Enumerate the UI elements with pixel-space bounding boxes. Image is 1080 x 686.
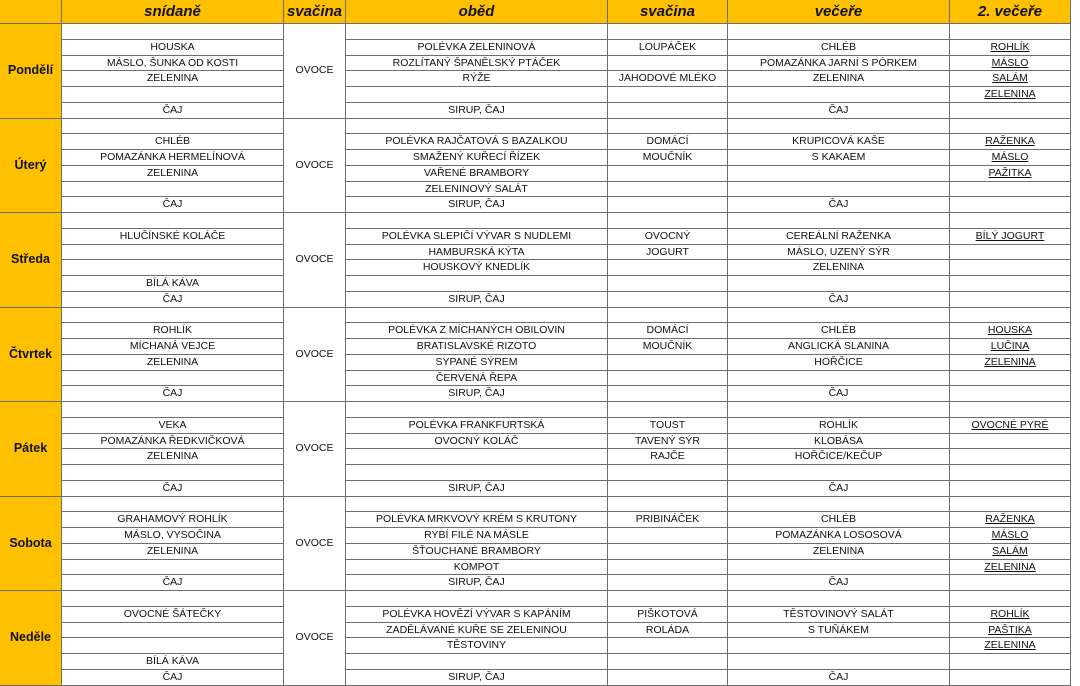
lunch-cell: [346, 402, 608, 418]
dinner-cell: [728, 591, 950, 607]
lunch-cell: [346, 654, 608, 670]
lunch-cell: OVOCNÝ KOLÁČ: [346, 434, 608, 450]
lunch-cell: KOMPOT: [346, 560, 608, 576]
lunch-cell: ČERVENÁ ŘEPA: [346, 371, 608, 387]
dinner-cell: [728, 166, 950, 182]
second-dinner-cell: [950, 371, 1071, 387]
breakfast-cell: ROHLÍK: [62, 323, 284, 339]
dinner-cell: CHLÉB: [728, 40, 950, 56]
dinner-cell: ČAJ: [728, 386, 950, 402]
breakfast-cell: [62, 119, 284, 135]
dinner-cell: POMAZÁNKA JARNÍ S PÓRKEM: [728, 56, 950, 72]
second-dinner-cell: LUČINA: [950, 339, 1071, 355]
day-label: Sobota: [0, 497, 62, 592]
dinner-cell: ČAJ: [728, 670, 950, 686]
second-dinner-cell: MÁSLO: [950, 56, 1071, 72]
breakfast-cell: BÍLÁ KÁVA: [62, 654, 284, 670]
morning-snack-cell: OVOCE: [284, 402, 346, 497]
day-label: Neděle: [0, 591, 62, 686]
breakfast-cell: POMAZÁNKA ŘEDKVIČKOVÁ: [62, 434, 284, 450]
lunch-cell: RÝŽE: [346, 71, 608, 87]
breakfast-cell: VEKA: [62, 418, 284, 434]
breakfast-cell: [62, 245, 284, 261]
second-dinner-cell: ZELENINA: [950, 87, 1071, 103]
breakfast-cell: ČAJ: [62, 197, 284, 213]
afternoon-snack-cell: [608, 213, 728, 229]
afternoon-snack-cell: [608, 528, 728, 544]
second-dinner-cell: [950, 386, 1071, 402]
column-header-snidane: snídaně: [62, 0, 284, 24]
breakfast-cell: ZELENINA: [62, 449, 284, 465]
second-dinner-cell: [950, 213, 1071, 229]
lunch-cell: POLÉVKA FRANKFURTSKÁ: [346, 418, 608, 434]
dinner-cell: CEREÁLNÍ RAŽENKA: [728, 229, 950, 245]
breakfast-cell: ZELENINA: [62, 355, 284, 371]
lunch-cell: RYBÍ FILÉ NA MÁSLE: [346, 528, 608, 544]
dinner-cell: HOŘČICE/KEČUP: [728, 449, 950, 465]
afternoon-snack-cell: [608, 87, 728, 103]
afternoon-snack-cell: [608, 24, 728, 40]
second-dinner-cell: [950, 260, 1071, 276]
lunch-cell: SIRUP, ČAJ: [346, 386, 608, 402]
second-dinner-cell: OVOCNÉ PYRÉ: [950, 418, 1071, 434]
afternoon-snack-cell: PIŠKOTOVÁ: [608, 607, 728, 623]
second-dinner-cell: [950, 197, 1071, 213]
breakfast-cell: MÍCHANÁ VEJCE: [62, 339, 284, 355]
second-dinner-cell: [950, 103, 1071, 119]
breakfast-cell: [62, 213, 284, 229]
dinner-cell: [728, 87, 950, 103]
morning-snack-cell: OVOCE: [284, 119, 346, 214]
dinner-cell: [728, 465, 950, 481]
second-dinner-cell: [950, 292, 1071, 308]
lunch-cell: [346, 24, 608, 40]
lunch-cell: [346, 449, 608, 465]
breakfast-cell: HOUSKA: [62, 40, 284, 56]
column-header-vecere: večeře: [728, 0, 950, 24]
breakfast-cell: POMAZÁNKA HERMELÍNOVÁ: [62, 150, 284, 166]
breakfast-cell: ČAJ: [62, 103, 284, 119]
lunch-cell: [346, 591, 608, 607]
column-header-corner: [0, 0, 62, 24]
breakfast-cell: OVOCNÉ ŠÁTEČKY: [62, 607, 284, 623]
dinner-cell: ČAJ: [728, 103, 950, 119]
second-dinner-cell: [950, 119, 1071, 135]
lunch-cell: TĚSTOVINY: [346, 638, 608, 654]
breakfast-cell: [62, 402, 284, 418]
morning-snack-cell: OVOCE: [284, 591, 346, 686]
dinner-cell: MÁSLO, UZENÝ SÝR: [728, 245, 950, 261]
afternoon-snack-cell: [608, 670, 728, 686]
dinner-cell: ANGLICKÁ SLANINA: [728, 339, 950, 355]
second-dinner-cell: BÍLÝ JOGURT: [950, 229, 1071, 245]
lunch-cell: [346, 119, 608, 135]
dinner-cell: [728, 638, 950, 654]
afternoon-snack-cell: JAHODOVÉ MLÉKO: [608, 71, 728, 87]
lunch-cell: BRATISLAVSKÉ RIZOTO: [346, 339, 608, 355]
afternoon-snack-cell: [608, 465, 728, 481]
second-dinner-cell: PAŽITKA: [950, 166, 1071, 182]
afternoon-snack-cell: [608, 308, 728, 324]
second-dinner-cell: RAŽENKA: [950, 134, 1071, 150]
lunch-cell: SIRUP, ČAJ: [346, 292, 608, 308]
afternoon-snack-cell: [608, 260, 728, 276]
column-header-svacina2: svačina: [608, 0, 728, 24]
dinner-cell: [728, 402, 950, 418]
breakfast-cell: [62, 24, 284, 40]
lunch-cell: ŠŤOUCHANÉ BRAMBORY: [346, 544, 608, 560]
afternoon-snack-cell: [608, 166, 728, 182]
afternoon-snack-cell: TOUST: [608, 418, 728, 434]
afternoon-snack-cell: MOUČNÍK: [608, 150, 728, 166]
lunch-cell: SIRUP, ČAJ: [346, 575, 608, 591]
second-dinner-cell: [950, 465, 1071, 481]
afternoon-snack-cell: [608, 591, 728, 607]
breakfast-cell: [62, 260, 284, 276]
dinner-cell: [728, 560, 950, 576]
breakfast-cell: MÁSLO, ŠUNKA OD KOSTI: [62, 56, 284, 72]
afternoon-snack-cell: [608, 654, 728, 670]
dinner-cell: KLOBÁSA: [728, 434, 950, 450]
breakfast-cell: [62, 560, 284, 576]
dinner-cell: [728, 213, 950, 229]
second-dinner-cell: [950, 245, 1071, 261]
breakfast-cell: [62, 465, 284, 481]
afternoon-snack-cell: [608, 56, 728, 72]
dinner-cell: [728, 308, 950, 324]
lunch-cell: [346, 213, 608, 229]
breakfast-cell: [62, 497, 284, 513]
lunch-cell: [346, 308, 608, 324]
lunch-cell: [346, 497, 608, 513]
afternoon-snack-cell: [608, 386, 728, 402]
dinner-cell: [728, 371, 950, 387]
second-dinner-cell: RAŽENKA: [950, 512, 1071, 528]
dinner-cell: S TUŇÁKEM: [728, 623, 950, 639]
day-label: Čtvrtek: [0, 308, 62, 403]
afternoon-snack-cell: [608, 481, 728, 497]
morning-snack-cell: OVOCE: [284, 308, 346, 403]
second-dinner-cell: ROHLÍK: [950, 40, 1071, 56]
second-dinner-cell: [950, 654, 1071, 670]
second-dinner-cell: ZELENINA: [950, 560, 1071, 576]
lunch-cell: [346, 87, 608, 103]
lunch-cell: POLÉVKA SLEPIČÍ VÝVAR S NUDLEMI: [346, 229, 608, 245]
lunch-cell: POLÉVKA Z MÍCHANÝCH OBILOVIN: [346, 323, 608, 339]
afternoon-snack-cell: [608, 103, 728, 119]
afternoon-snack-cell: [608, 276, 728, 292]
second-dinner-cell: PAŠTIKA: [950, 623, 1071, 639]
afternoon-snack-cell: [608, 575, 728, 591]
dinner-cell: ČAJ: [728, 481, 950, 497]
breakfast-cell: BÍLÁ KÁVA: [62, 276, 284, 292]
breakfast-cell: ZELENINA: [62, 166, 284, 182]
breakfast-cell: [62, 638, 284, 654]
afternoon-snack-cell: OVOCNÝ: [608, 229, 728, 245]
lunch-cell: VAŘENÉ BRAMBORY: [346, 166, 608, 182]
lunch-cell: ZELENINOVÝ SALÁT: [346, 182, 608, 198]
breakfast-cell: ČAJ: [62, 575, 284, 591]
dinner-cell: [728, 182, 950, 198]
breakfast-cell: [62, 591, 284, 607]
afternoon-snack-cell: [608, 638, 728, 654]
day-label: Pátek: [0, 402, 62, 497]
afternoon-snack-cell: [608, 402, 728, 418]
dinner-cell: ČAJ: [728, 292, 950, 308]
lunch-cell: POLÉVKA MRKVOVÝ KRÉM S KRUTONY: [346, 512, 608, 528]
afternoon-snack-cell: [608, 497, 728, 513]
lunch-cell: SYPANÉ SÝREM: [346, 355, 608, 371]
lunch-cell: HOUSKOVÝ KNEDLÍK: [346, 260, 608, 276]
second-dinner-cell: [950, 434, 1071, 450]
day-label: Středa: [0, 213, 62, 308]
afternoon-snack-cell: PRIBINÁČEK: [608, 512, 728, 528]
morning-snack-cell: OVOCE: [284, 497, 346, 592]
breakfast-cell: GRAHAMOVÝ ROHLÍK: [62, 512, 284, 528]
column-header-svacina1: svačina: [284, 0, 346, 24]
dinner-cell: HOŘČICE: [728, 355, 950, 371]
afternoon-snack-cell: [608, 560, 728, 576]
afternoon-snack-cell: [608, 182, 728, 198]
lunch-cell: POLÉVKA HOVĚZÍ VÝVAR S KAPÁNÍM: [346, 607, 608, 623]
lunch-cell: POLÉVKA RAJČATOVÁ S BAZALKOU: [346, 134, 608, 150]
second-dinner-cell: [950, 402, 1071, 418]
second-dinner-cell: [950, 575, 1071, 591]
breakfast-cell: [62, 87, 284, 103]
dinner-cell: CHLÉB: [728, 512, 950, 528]
lunch-cell: SIRUP, ČAJ: [346, 197, 608, 213]
dinner-cell: ČAJ: [728, 575, 950, 591]
dinner-cell: ZELENINA: [728, 544, 950, 560]
day-label: Pondělí: [0, 24, 62, 119]
second-dinner-cell: MÁSLO: [950, 150, 1071, 166]
dinner-cell: [728, 119, 950, 135]
lunch-cell: SMAŽENÝ KUŘECÍ ŘÍZEK: [346, 150, 608, 166]
lunch-cell: SIRUP, ČAJ: [346, 481, 608, 497]
dinner-cell: ČAJ: [728, 197, 950, 213]
second-dinner-cell: ZELENINA: [950, 355, 1071, 371]
second-dinner-cell: HOUSKA: [950, 323, 1071, 339]
dinner-cell: CHLÉB: [728, 323, 950, 339]
afternoon-snack-cell: TAVENÝ SÝR: [608, 434, 728, 450]
breakfast-cell: HLUČÍNSKÉ KOLÁČE: [62, 229, 284, 245]
breakfast-cell: MÁSLO, VYSOČINA: [62, 528, 284, 544]
second-dinner-cell: MÁSLO: [950, 528, 1071, 544]
second-dinner-cell: SALÁM: [950, 544, 1071, 560]
dinner-cell: [728, 654, 950, 670]
column-header-vecere2: 2. večeře: [950, 0, 1071, 24]
lunch-cell: ZADĚLÁVANÉ KUŘE SE ZELENINOU: [346, 623, 608, 639]
dinner-cell: POMAZÁNKA LOSOSOVÁ: [728, 528, 950, 544]
morning-snack-cell: OVOCE: [284, 24, 346, 119]
column-header-obed: oběd: [346, 0, 608, 24]
morning-snack-cell: OVOCE: [284, 213, 346, 308]
second-dinner-cell: SALÁM: [950, 71, 1071, 87]
second-dinner-cell: ROHLÍK: [950, 607, 1071, 623]
afternoon-snack-cell: [608, 544, 728, 560]
afternoon-snack-cell: [608, 292, 728, 308]
afternoon-snack-cell: ROLÁDA: [608, 623, 728, 639]
afternoon-snack-cell: [608, 371, 728, 387]
second-dinner-cell: [950, 670, 1071, 686]
second-dinner-cell: [950, 24, 1071, 40]
breakfast-cell: ČAJ: [62, 386, 284, 402]
lunch-cell: [346, 276, 608, 292]
lunch-cell: [346, 465, 608, 481]
second-dinner-cell: [950, 276, 1071, 292]
dinner-cell: [728, 497, 950, 513]
dinner-cell: [728, 276, 950, 292]
second-dinner-cell: [950, 497, 1071, 513]
dinner-cell: S KAKAEM: [728, 150, 950, 166]
lunch-cell: ROZLÍTANÝ ŠPANĚLSKÝ PTÁČEK: [346, 56, 608, 72]
dinner-cell: ZELENINA: [728, 71, 950, 87]
afternoon-snack-cell: [608, 197, 728, 213]
lunch-cell: HAMBURSKÁ KÝTA: [346, 245, 608, 261]
breakfast-cell: [62, 308, 284, 324]
breakfast-cell: [62, 182, 284, 198]
breakfast-cell: [62, 371, 284, 387]
dinner-cell: TĚSTOVINOVÝ SALÁT: [728, 607, 950, 623]
lunch-cell: SIRUP, ČAJ: [346, 670, 608, 686]
afternoon-snack-cell: [608, 355, 728, 371]
afternoon-snack-cell: RAJČE: [608, 449, 728, 465]
second-dinner-cell: [950, 449, 1071, 465]
second-dinner-cell: [950, 481, 1071, 497]
second-dinner-cell: ZELENINA: [950, 638, 1071, 654]
second-dinner-cell: [950, 591, 1071, 607]
afternoon-snack-cell: MOUČNÍK: [608, 339, 728, 355]
breakfast-cell: ČAJ: [62, 670, 284, 686]
dinner-cell: [728, 24, 950, 40]
lunch-cell: SIRUP, ČAJ: [346, 103, 608, 119]
dinner-cell: KRUPICOVÁ KAŠE: [728, 134, 950, 150]
dinner-cell: ZELENINA: [728, 260, 950, 276]
second-dinner-cell: [950, 308, 1071, 324]
breakfast-cell: [62, 623, 284, 639]
breakfast-cell: ZELENINA: [62, 71, 284, 87]
second-dinner-cell: [950, 182, 1071, 198]
afternoon-snack-cell: DOMÁCÍ: [608, 323, 728, 339]
afternoon-snack-cell: LOUPÁČEK: [608, 40, 728, 56]
breakfast-cell: ČAJ: [62, 292, 284, 308]
day-label: Úterý: [0, 119, 62, 214]
breakfast-cell: CHLÉB: [62, 134, 284, 150]
afternoon-snack-cell: DOMÁCÍ: [608, 134, 728, 150]
dinner-cell: ROHLÍK: [728, 418, 950, 434]
breakfast-cell: ČAJ: [62, 481, 284, 497]
afternoon-snack-cell: JOGURT: [608, 245, 728, 261]
breakfast-cell: ZELENINA: [62, 544, 284, 560]
lunch-cell: POLÉVKA ZELENINOVÁ: [346, 40, 608, 56]
afternoon-snack-cell: [608, 119, 728, 135]
